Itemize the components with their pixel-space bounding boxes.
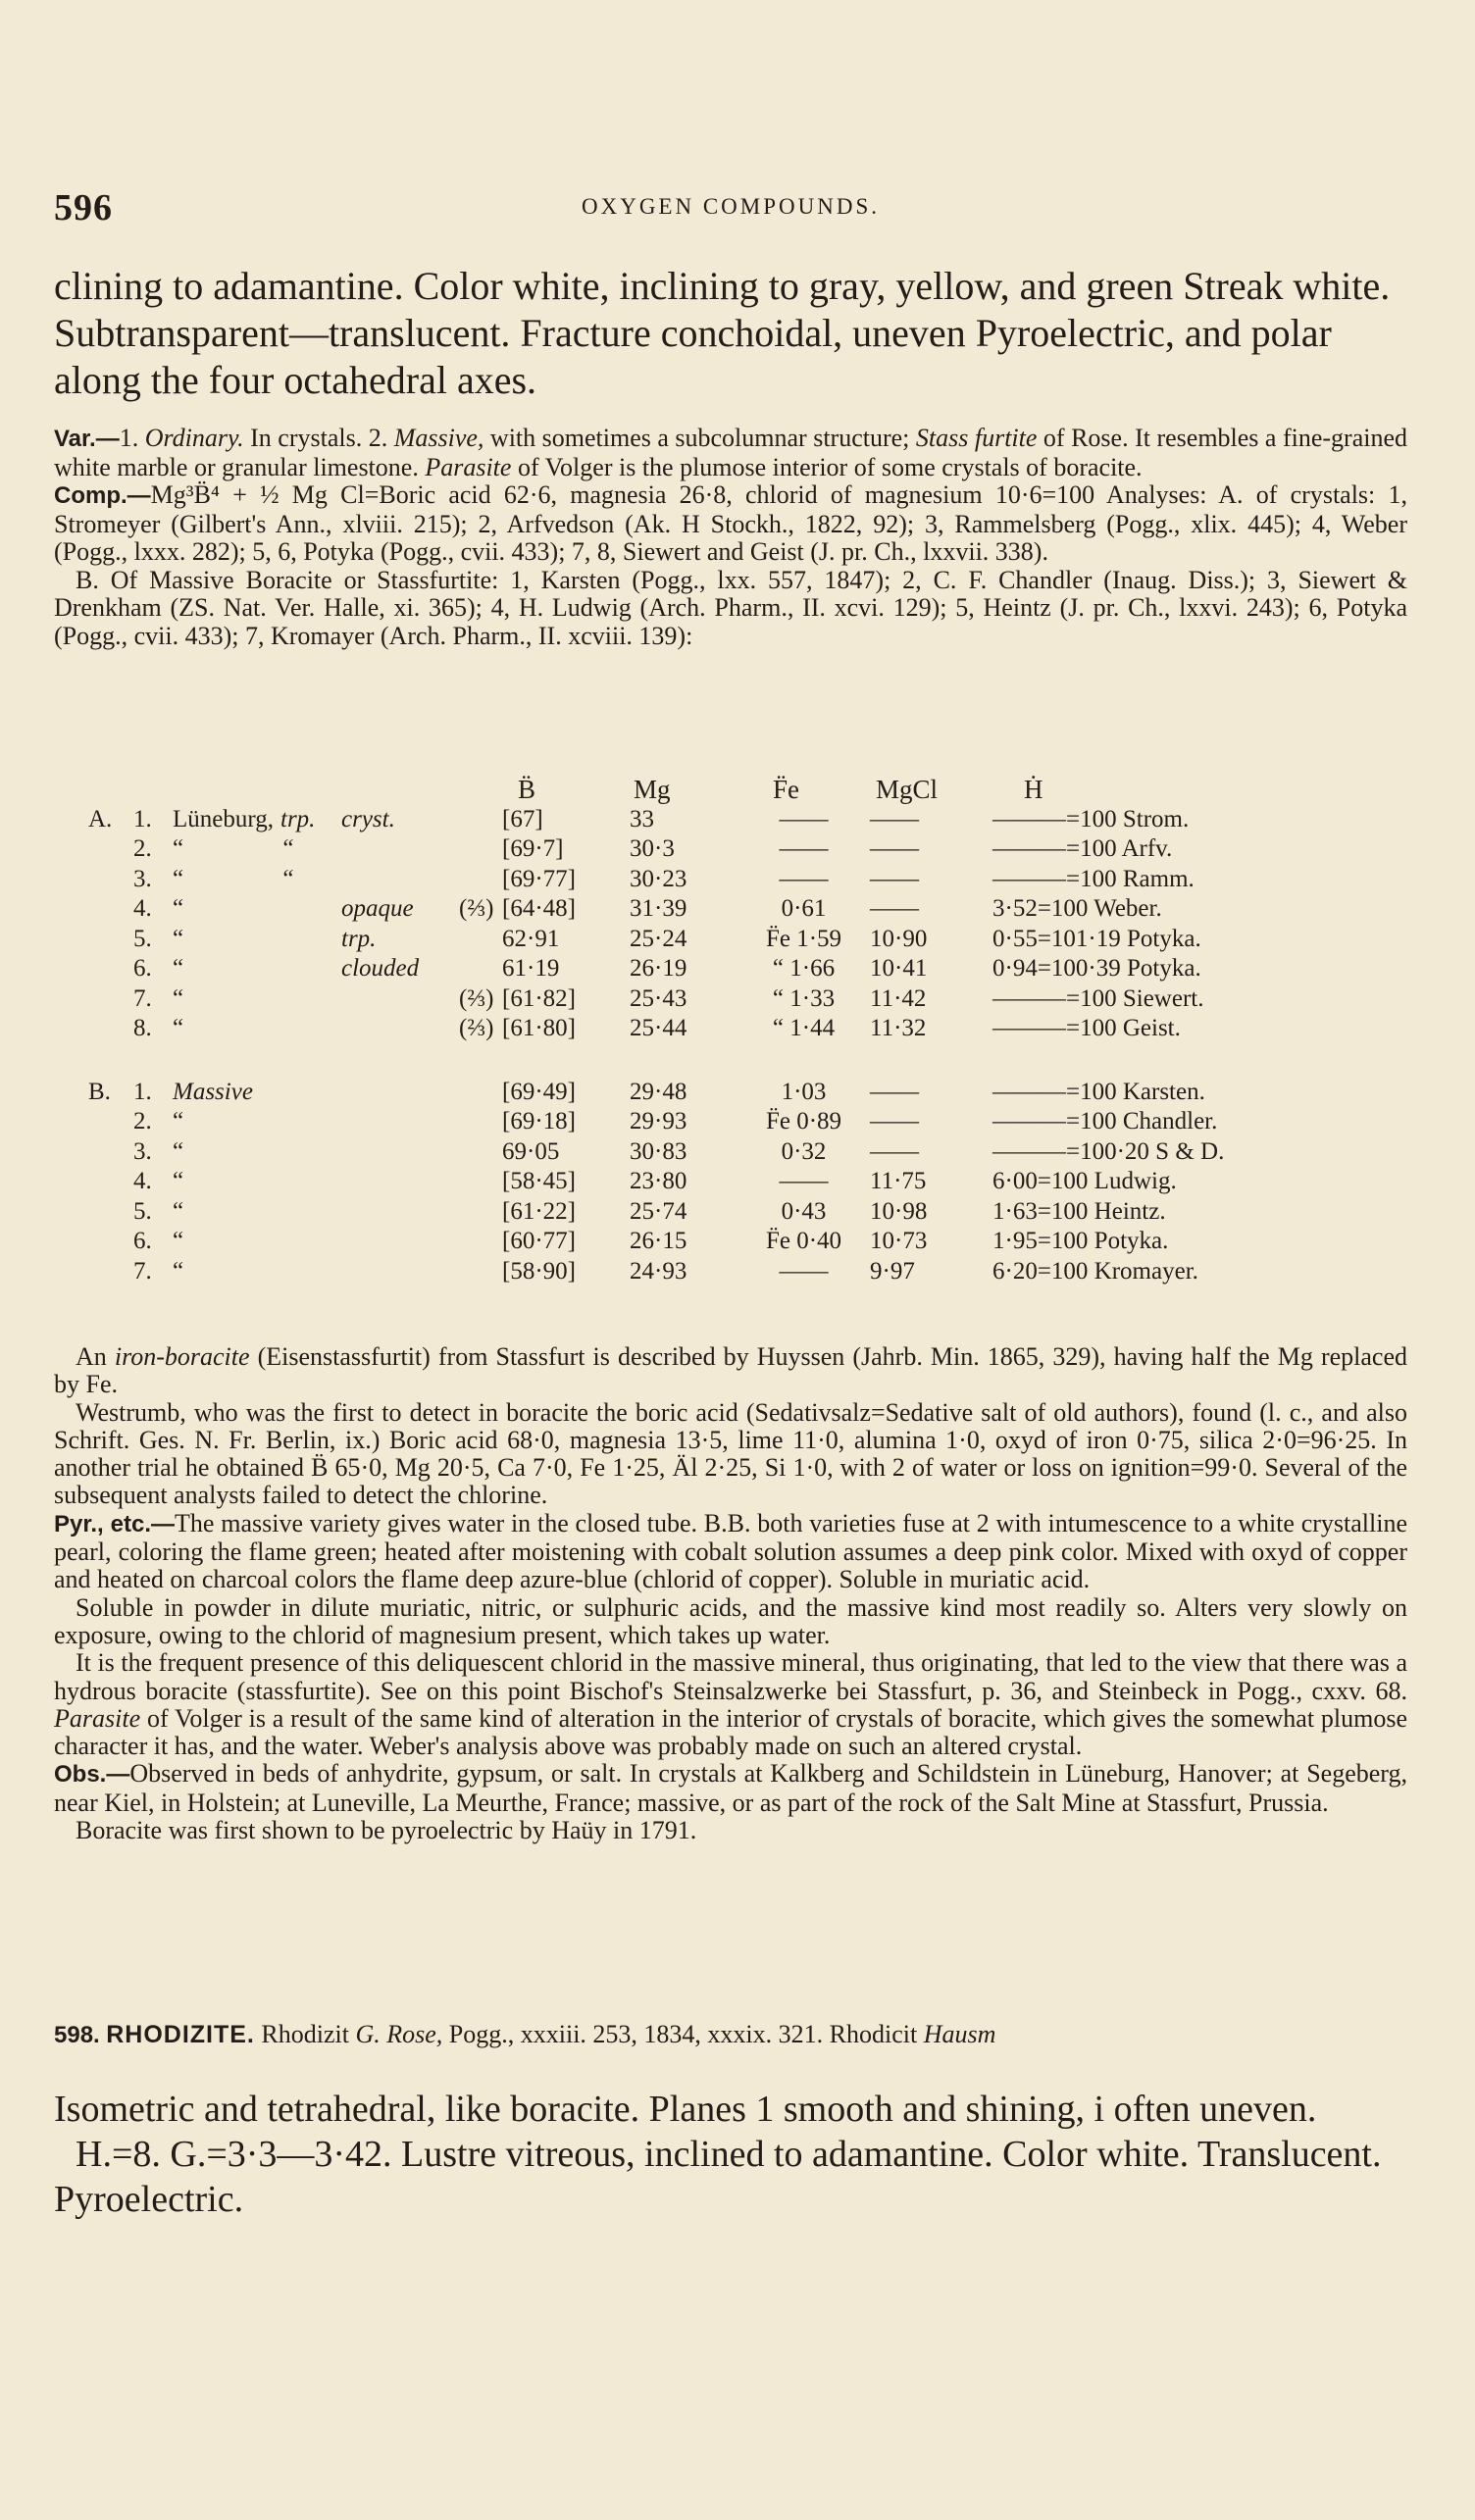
obs-text: Observed in beds of anhydrite, gypsum, or salt. In crystals at Kalkberg and Schildstein in Lüneburg, Hanover; at Segeberg, near Kiel, in Holstein; at Luneville, La Meurthe, France; massive, or as part of the rock of the Salt Mine at Stassfurt, Prussia. [54, 1759, 1407, 1817]
species-number: 598. [54, 2022, 100, 2048]
row-fraction [459, 954, 502, 984]
row-descriptor [280, 954, 341, 984]
row-descriptor: “ [280, 865, 294, 892]
var-text-3: with sometimes a subcolumnar structure; [483, 424, 916, 452]
frequent-parasite: Parasite [54, 1703, 141, 1733]
value-magnesia: 31·39 [630, 895, 687, 922]
row-descriptor: trp. [280, 805, 316, 832]
row-locality: “ [173, 835, 184, 862]
row-number: 1. [133, 805, 152, 832]
table-row [88, 925, 1393, 955]
row-number: 2. [133, 1108, 152, 1134]
iron-text-2: (Eisenstassfurtit) from Stassfurt is described by Huyssen (Jahrb. Min. 1865, 329), having half the Mg replaced by Fe. [54, 1342, 1408, 1399]
value-boric-acid: [69·18] [502, 1108, 576, 1134]
row-fraction [459, 865, 502, 895]
value-water-total: ———=100 Siewert. [992, 984, 1204, 1012]
iron-boracite-paragraph [54, 1343, 1407, 1399]
row-descriptor [280, 1107, 341, 1137]
closing-paragraph-1: Isometric and tetrahedral, like boracite. Planes 1 smooth and shining, i often uneven. [54, 2089, 1317, 2130]
row-descriptor [280, 1014, 341, 1044]
value-water-total: 0·55=101·19 Potyka. [992, 925, 1201, 952]
var-parasite: Parasite [425, 452, 512, 481]
row-locality: “ [173, 1168, 184, 1194]
row-descriptor [280, 925, 341, 955]
value-iron: 0·32 [781, 1137, 827, 1165]
table-row [88, 1197, 1393, 1228]
row-fraction: (⅔) [459, 895, 494, 922]
row-fraction [459, 1257, 502, 1287]
var-text-2: In crystals. 2. [243, 424, 394, 452]
iron-text-1: An [76, 1342, 115, 1371]
running-head: OXYGEN COMPOUNDS. [581, 194, 881, 219]
value-magnesia: 25·24 [630, 925, 687, 952]
row-locality: “ [173, 984, 184, 1012]
var-ordinary: Ordinary. [144, 424, 244, 452]
value-boric-acid: 69·05 [502, 1137, 560, 1165]
row-number: 6. [133, 955, 152, 982]
row-variety [341, 1014, 459, 1044]
group-separator-cell [88, 1044, 1393, 1078]
row-descriptor: “ [280, 835, 294, 862]
analyses-table-wrap [88, 775, 1393, 1286]
row-locality: “ [173, 1137, 184, 1165]
row-fraction [459, 834, 502, 865]
row-number: 4. [133, 895, 152, 922]
soluble-paragraph: Soluble in powder in dilute muriatic, nitric, or sulphuric acids, and the massive kind most readily so. Alters very slowly on exposure, owing to the chlorid of magnesium present, which takes up water. [54, 1592, 1407, 1649]
value-iron: F̈e 0·40 [765, 1228, 842, 1254]
row-variety [341, 1107, 459, 1137]
row-variety [341, 1257, 459, 1287]
value-mgcl: —— [870, 865, 919, 892]
group-label [88, 865, 133, 895]
row-number: 8. [133, 1015, 152, 1041]
value-mgcl: 10·98 [870, 1197, 928, 1225]
value-water-total: 3·52=100 Weber. [992, 895, 1162, 922]
species-name: RHODIZITE. [106, 2021, 255, 2048]
rhodizite-description [54, 2087, 1407, 2222]
row-variety [341, 1137, 459, 1168]
row-fraction [459, 925, 502, 955]
notes-block [54, 425, 1407, 650]
row-variety: cryst. [341, 805, 395, 832]
row-fraction: (⅔) [459, 1015, 494, 1041]
rhod-text-1: Rhodizit [254, 2020, 356, 2048]
row-variety [341, 834, 459, 865]
row-number: 7. [133, 1257, 152, 1285]
pyr-label: Pyr., etc.— [54, 1510, 176, 1537]
row-number: 2. [133, 835, 152, 862]
value-magnesia: 29·48 [630, 1078, 687, 1105]
value-magnesia: 26·19 [630, 955, 687, 982]
comp-text: Mg³B̈⁴ + ½ Mg Cl=Boric acid 62·6, magnesia 26·8, chlorid of magnesium 10·6=100 Analyses: A. of crystals: 1, Stromeyer (Gilbert's Ann., xlviii. 215); 2, Arfvedson (Ak. H Stockh., 1822, 92); 3, Rammelsberg (Pogg., xlix. 445); 4, Weber (Pogg., lxxx. 282); 5, 6, Potyka (Pogg., cvii. 433); 7, 8, Siewert and Geist (J. pr. Ch., lxxvii. 338). [54, 480, 1407, 566]
row-locality: “ [173, 1015, 184, 1041]
row-descriptor [280, 894, 341, 925]
row-fraction [459, 805, 502, 835]
pyroelectric-paragraph: Boracite was first shown to be pyroelectric by Haüy in 1791. [76, 1816, 697, 1845]
col-magnesia: Mg [634, 775, 671, 804]
value-water-total: ———=100 Arfv. [992, 835, 1173, 862]
row-fraction [459, 1107, 502, 1137]
group-label [88, 954, 133, 984]
table-row [88, 1137, 1393, 1168]
row-locality: “ [173, 955, 184, 982]
row-variety [341, 1167, 459, 1197]
value-magnesia: 23·80 [630, 1168, 687, 1194]
table-header-row [88, 775, 1393, 805]
iron-term: iron-boracite [114, 1342, 250, 1371]
table-row [88, 984, 1393, 1015]
row-variety [341, 865, 459, 895]
table-row [88, 1107, 1393, 1137]
var-text-4: of Rose. It resembles a fine-grained white marble or granular limestone. [54, 424, 1408, 481]
value-mgcl: —— [870, 1108, 919, 1134]
table-row [88, 894, 1393, 925]
group-separator [88, 1044, 1393, 1078]
value-iron: F̈e 0·89 [765, 1108, 842, 1134]
row-descriptor [280, 1197, 341, 1228]
value-magnesia: 29·93 [630, 1108, 687, 1134]
row-number: 5. [133, 1197, 152, 1225]
table-row [88, 1078, 1393, 1108]
row-fraction [459, 1078, 502, 1108]
row-variety: opaque [341, 895, 414, 922]
var-paragraph [54, 425, 1407, 481]
var-text-5: of Volger is the plumose interior of some crystals of boracite. [511, 452, 1143, 481]
group-label [88, 1257, 133, 1287]
notes-block-lower [54, 1343, 1407, 1844]
group-b [88, 1044, 1393, 1287]
rhod-author: Rose, [386, 2020, 443, 2048]
row-locality: “ [173, 1197, 184, 1225]
row-locality: “ [173, 895, 184, 922]
value-mgcl: —— [870, 895, 919, 922]
value-magnesia: 25·43 [630, 984, 687, 1012]
row-locality: “ [173, 865, 184, 892]
row-locality: Massive [173, 1078, 253, 1105]
row-variety: trp. [341, 925, 377, 952]
value-water-total: ———=100·20 S & D. [992, 1137, 1225, 1165]
value-iron: —— [779, 865, 829, 892]
var-stassfurtite: Stass furtite [915, 424, 1038, 452]
value-magnesia: 33 [630, 805, 654, 832]
value-boric-acid: [58·45] [502, 1168, 576, 1194]
value-iron: 0·61 [781, 895, 827, 922]
value-boric-acid: [61·82] [502, 984, 576, 1012]
value-mgcl: 10·73 [870, 1228, 928, 1254]
value-magnesia: 25·74 [630, 1197, 687, 1225]
rhod-author-initial: G. [355, 2020, 381, 2048]
group-a [88, 805, 1393, 1044]
col-iron: F̈e [773, 775, 799, 804]
table-row [88, 834, 1393, 865]
value-iron: F̈e 1·59 [765, 925, 842, 952]
frequent-paragraph [54, 1649, 1407, 1760]
table-row [88, 1167, 1393, 1197]
row-number: 3. [133, 865, 152, 892]
westrumb-paragraph: Westrumb, who was the first to detect in boracite the boric acid (Sedativsalz=Sedative salt of old authors), found (l. c., and also Schrift. Ges. N. Fr. Berlin, ix.) Boric acid 68·0, magnesia 13·5, lime 11·0, alumina 1·0, oxyd of iron 0·75, silica 2·0=96·25. In another trial he obtained B̈ 65·0, Mg 20·5, Ca 7·0, Fe 1·25, Äl 2·25, Si 1·0, with 2 of water or loss on ignition=99·0. Several of the subsequent analysts failed to detect the chlorine. [54, 1397, 1407, 1510]
lead-paragraph: clining to adamantine. Color white, inclining to gray, yellow, and green Streak white. Subtransparent—translucent. Fracture conchoidal, uneven Pyroelectric, and polar along the four octahedral axes. [54, 264, 1391, 402]
row-variety [341, 984, 459, 1015]
massive-paragraph: B. Of Massive Boracite or Stassfurtite: 1, Karsten (Pogg., lxx. 557, 1847); 2, C. F. Chandler (Inaug. Diss.); 3, Siewert & Drenkham (ZS. Nat. Ver. Halle, xi. 365); 4, H. Ludwig (Arch. Pharm., II. xcvi. 129); 5, Heintz (J. pr. Ch., lxxvi. 243); 6, Potyka (Pogg., cvii. 433); 7, Kromayer (Arch. Pharm., II. xcviii. 139): [54, 565, 1407, 650]
value-mgcl: —— [870, 835, 919, 862]
value-boric-acid: [67] [502, 805, 543, 832]
value-iron: —— [779, 1257, 829, 1285]
row-descriptor [280, 1078, 341, 1108]
obs-paragraph [54, 1760, 1407, 1817]
value-mgcl: 10·41 [870, 955, 928, 982]
value-iron: —— [779, 1168, 829, 1194]
group-label [88, 925, 133, 955]
table-row [88, 805, 1393, 835]
row-fraction [459, 1227, 502, 1257]
value-water-total: ———=100 Geist. [992, 1015, 1181, 1041]
group-label [88, 1197, 133, 1228]
row-locality: “ [173, 1228, 184, 1254]
row-variety [341, 1078, 459, 1108]
value-magnesia: 30·3 [630, 835, 675, 862]
value-mgcl: —— [870, 1137, 919, 1165]
row-variety [341, 1197, 459, 1228]
row-descriptor [280, 1167, 341, 1197]
closing-paragraph-2: H.=8. G.=3·3—3·42. Lustre vitreous, inclined to adamantine. Color white. Translucent. Pyroelectric. [54, 2134, 1382, 2220]
var-massive: Massive, [393, 424, 484, 452]
frequent-text-1: It is the frequent presence of this deliquescent chlorid in the massive mineral, thus originating, that led to the view that there was a hydrous boracite (stassfurtite). See on this point Bischof's Steinsalzwerke bei Stassfurt, p. 36, and Steinbeck in Pogg., cxxv. 68. [54, 1648, 1407, 1705]
col-water: Ḣ [1024, 775, 1043, 804]
value-boric-acid: 61·19 [502, 955, 560, 982]
table-row [88, 954, 1393, 984]
row-fraction [459, 1137, 502, 1168]
value-iron: “ 1·66 [772, 955, 836, 982]
value-iron: 1·03 [781, 1078, 827, 1105]
col-mgcl: MgCl [876, 775, 939, 804]
comp-label: Comp.— [54, 482, 151, 509]
row-locality: “ [173, 925, 184, 952]
value-boric-acid: [58·90] [502, 1257, 576, 1285]
value-boric-acid: [69·49] [502, 1078, 576, 1105]
row-number: 3. [133, 1137, 152, 1165]
row-descriptor [280, 984, 341, 1015]
table-row [88, 1227, 1393, 1257]
value-magnesia: 30·23 [630, 865, 687, 892]
row-variety [341, 1227, 459, 1257]
row-number: 5. [133, 925, 152, 952]
row-descriptor [280, 1257, 341, 1287]
group-label [88, 894, 133, 925]
value-magnesia: 24·93 [630, 1257, 687, 1285]
value-magnesia: 25·44 [630, 1015, 687, 1041]
value-mgcl: 11·42 [870, 984, 927, 1012]
value-iron: —— [779, 835, 829, 862]
frequent-text-2: of Volger is a result of the same kind of alteration in the interior of crystals of boracite, which gives the somewhat plumose character it has, and the water. Weber's analysis above was probably made on such an altered crystal. [54, 1703, 1407, 1761]
group-label [88, 1107, 133, 1137]
group-label [88, 834, 133, 865]
rhodizite-heading [54, 2020, 1407, 2050]
row-number: 4. [133, 1168, 152, 1194]
value-water-total: 6·20=100 Kromayer. [992, 1257, 1198, 1285]
obs-label: Obs.— [54, 1761, 130, 1789]
table-row [88, 1014, 1393, 1044]
value-boric-acid: [61·22] [502, 1197, 576, 1225]
comp-paragraph [54, 481, 1407, 567]
row-locality: Lüneburg, [173, 805, 274, 832]
value-water-total: 6·00=100 Ludwig. [992, 1168, 1177, 1194]
value-mgcl: 11·75 [870, 1168, 927, 1194]
value-iron: “ 1·33 [772, 984, 836, 1012]
value-boric-acid: [60·77] [502, 1228, 576, 1254]
group-label: B. [88, 1078, 111, 1105]
value-water-total: 1·95=100 Potyka. [992, 1228, 1169, 1254]
row-number: 1. [133, 1078, 152, 1105]
row-fraction: (⅔) [459, 984, 494, 1012]
group-label [88, 1227, 133, 1257]
value-water-total: ———=100 Ramm. [992, 865, 1195, 892]
value-boric-acid: [61·80] [502, 1015, 576, 1041]
value-iron: “ 1·44 [772, 1015, 836, 1041]
rhod-hausm: Hausm [923, 2020, 996, 2048]
group-label: A. [88, 805, 113, 832]
analyses-table [88, 775, 1393, 1286]
value-mgcl: 10·90 [870, 925, 928, 952]
value-mgcl: —— [870, 805, 919, 832]
value-water-total: 0·94=100·39 Potyka. [992, 955, 1201, 982]
table-row [88, 865, 1393, 895]
pyr-text: The massive variety gives water in the closed tube. B.B. both varieties fuse at 2 with intumescence to a white crystalline pearl, coloring the flame green; heated after moistening with cobalt solution assumes a deep pink color. Mixed with oxyd of copper and heated on charcoal colors the flame deep azure-blue (chlorid of copper). Soluble in muriatic acid. [54, 1508, 1408, 1594]
value-water-total: ———=100 Strom. [992, 805, 1190, 832]
table-row [88, 1257, 1393, 1287]
var-label: Var.— [54, 426, 120, 452]
value-boric-acid: [69·7] [502, 835, 564, 862]
rhod-text-3: Pogg., xxxiii. 253, 1834, xxxix. 321. Rhodicit [442, 2020, 924, 2048]
row-fraction [459, 1167, 502, 1197]
pyr-paragraph [54, 1510, 1407, 1594]
value-boric-acid: [69·77] [502, 865, 576, 892]
group-label [88, 1137, 133, 1168]
page-header [54, 186, 1407, 235]
row-number: 7. [133, 984, 152, 1012]
value-water-total: ———=100 Karsten. [992, 1078, 1205, 1105]
group-label [88, 984, 133, 1015]
value-water-total: ———=100 Chandler. [992, 1108, 1218, 1134]
row-fraction [459, 1197, 502, 1228]
value-boric-acid: 62·91 [502, 925, 560, 952]
value-water-total: 1·63=100 Heintz. [992, 1197, 1166, 1225]
var-text-1: 1. [119, 424, 145, 452]
value-mgcl: 11·32 [870, 1015, 927, 1041]
group-label [88, 1014, 133, 1044]
row-descriptor [280, 1227, 341, 1257]
value-iron: 0·43 [781, 1197, 827, 1225]
group-label [88, 1167, 133, 1197]
value-boric-acid: [64·48] [502, 895, 576, 922]
page-number: 596 [54, 187, 113, 228]
col-boric-acid: B̈ [518, 775, 536, 804]
row-locality: “ [173, 1257, 184, 1285]
value-iron: —— [779, 805, 829, 832]
value-magnesia: 26·15 [630, 1228, 687, 1254]
row-number: 6. [133, 1228, 152, 1254]
row-locality: “ [173, 1108, 184, 1134]
value-mgcl: 9·97 [870, 1257, 915, 1285]
row-variety: clouded [341, 955, 420, 982]
row-descriptor [280, 1137, 341, 1168]
value-magnesia: 30·83 [630, 1137, 687, 1165]
value-mgcl: —— [870, 1078, 919, 1105]
